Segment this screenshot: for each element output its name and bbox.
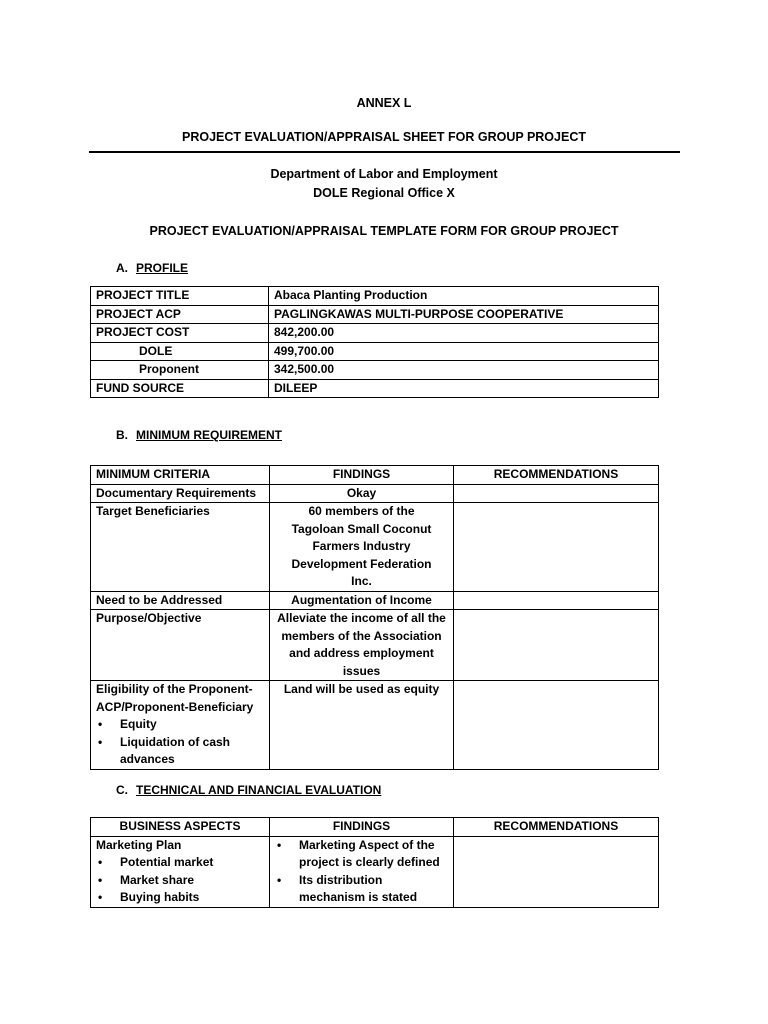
criteria-cell (91, 681, 270, 770)
findings-cell (270, 836, 454, 907)
table-header-row (91, 818, 659, 837)
criteria-cell: Documentary Requirements (91, 484, 270, 503)
regional-office: DOLE Regional Office X (313, 186, 455, 200)
bullet-item: • Equity (96, 716, 264, 734)
column-header: MINIMUM CRITERIA (91, 466, 270, 485)
section-a-heading (116, 261, 188, 275)
profile-value: 499,700.00 (269, 342, 659, 361)
profile-value: DILEEP (269, 379, 659, 398)
recommendations-cell (454, 681, 659, 770)
findings-cell: 60 members of the Tagoloan Small Coconut Farmers Industry Development Federation Inc. (270, 503, 454, 592)
aspect-bullets (96, 854, 264, 907)
bullet-item: • Marketing Aspect of the project is clearly defined (275, 837, 448, 872)
column-header: FINDINGS (270, 818, 454, 837)
findings-cell: Okay (270, 484, 454, 503)
table-row (91, 503, 659, 592)
profile-label: FUND SOURCE (91, 379, 269, 398)
bullet-item: • Buying habits (96, 889, 264, 907)
section-c-heading (116, 783, 381, 797)
table-row (91, 342, 659, 361)
profile-value: Abaca Planting Production (269, 287, 659, 306)
criteria-text: Eligibility of the Proponent-ACP/Proponent-Beneficiary (96, 682, 254, 714)
profile-label: PROJECT TITLE (91, 287, 269, 306)
table-row (91, 361, 659, 380)
findings-cell: Land will be used as equity (270, 681, 454, 770)
criteria-cell: Purpose/Objective (91, 610, 270, 681)
recommendations-cell (454, 610, 659, 681)
recommendations-cell (454, 503, 659, 592)
findings-cell: Augmentation of Income (270, 591, 454, 610)
table-row (91, 591, 659, 610)
section-b-heading (116, 428, 282, 442)
profile-value: 342,500.00 (269, 361, 659, 380)
section-title: MINIMUM REQUIREMENT (136, 428, 282, 442)
column-header: RECOMMENDATIONS (454, 466, 659, 485)
bullet-item: • Market share (96, 872, 264, 890)
recommendations-cell (454, 836, 659, 907)
profile-table (90, 286, 659, 398)
section-letter: B. (116, 428, 128, 442)
aspect-cell (91, 836, 270, 907)
findings-cell: Alleviate the income of all the members of the Association and address employment issues (270, 610, 454, 681)
profile-label: DOLE (91, 342, 269, 361)
criteria-bullets (96, 716, 264, 769)
department-name: Department of Labor and Employment (270, 167, 498, 181)
title-divider (89, 151, 680, 153)
profile-value: 842,200.00 (269, 324, 659, 343)
criteria-cell: Need to be Addressed (91, 591, 270, 610)
recommendations-cell (454, 484, 659, 503)
column-header: BUSINESS ASPECTS (91, 818, 270, 837)
aspect-text: Marketing Plan (96, 837, 182, 852)
form-title: PROJECT EVALUATION/APPRAISAL TEMPLATE FORM FOR GROUP PROJECT (149, 224, 619, 238)
sheet-title: PROJECT EVALUATION/APPRAISAL SHEET FOR GROUP PROJECT (182, 130, 586, 144)
bullet-item: • Potential market (96, 854, 264, 872)
bullet-item: • Liquidation of cash advances (96, 734, 264, 769)
table-row (91, 610, 659, 681)
minimum-requirement-table (90, 465, 659, 770)
annex-label: ANNEX L (356, 96, 412, 110)
profile-label: PROJECT ACP (91, 305, 269, 324)
section-letter: A. (116, 261, 128, 275)
table-header-row (91, 466, 659, 485)
bullet-item: • Its distribution mechanism is stated (275, 872, 448, 907)
profile-label: Proponent (91, 361, 269, 380)
column-header: FINDINGS (270, 466, 454, 485)
findings-bullets (275, 837, 448, 907)
section-letter: C. (116, 783, 128, 797)
table-row (91, 681, 659, 770)
technical-financial-table (90, 817, 659, 908)
section-title: TECHNICAL AND FINANCIAL EVALUATION (136, 783, 382, 797)
table-row (91, 484, 659, 503)
table-row (91, 324, 659, 343)
criteria-cell: Target Beneficiaries (91, 503, 270, 592)
profile-value: PAGLINGKAWAS MULTI-PURPOSE COOPERATIVE (269, 305, 659, 324)
profile-label: PROJECT COST (91, 324, 269, 343)
table-row (91, 287, 659, 306)
recommendations-cell (454, 591, 659, 610)
column-header: RECOMMENDATIONS (454, 818, 659, 837)
table-row (91, 305, 659, 324)
section-title: PROFILE (136, 261, 189, 275)
table-row (91, 836, 659, 907)
table-row (91, 379, 659, 398)
